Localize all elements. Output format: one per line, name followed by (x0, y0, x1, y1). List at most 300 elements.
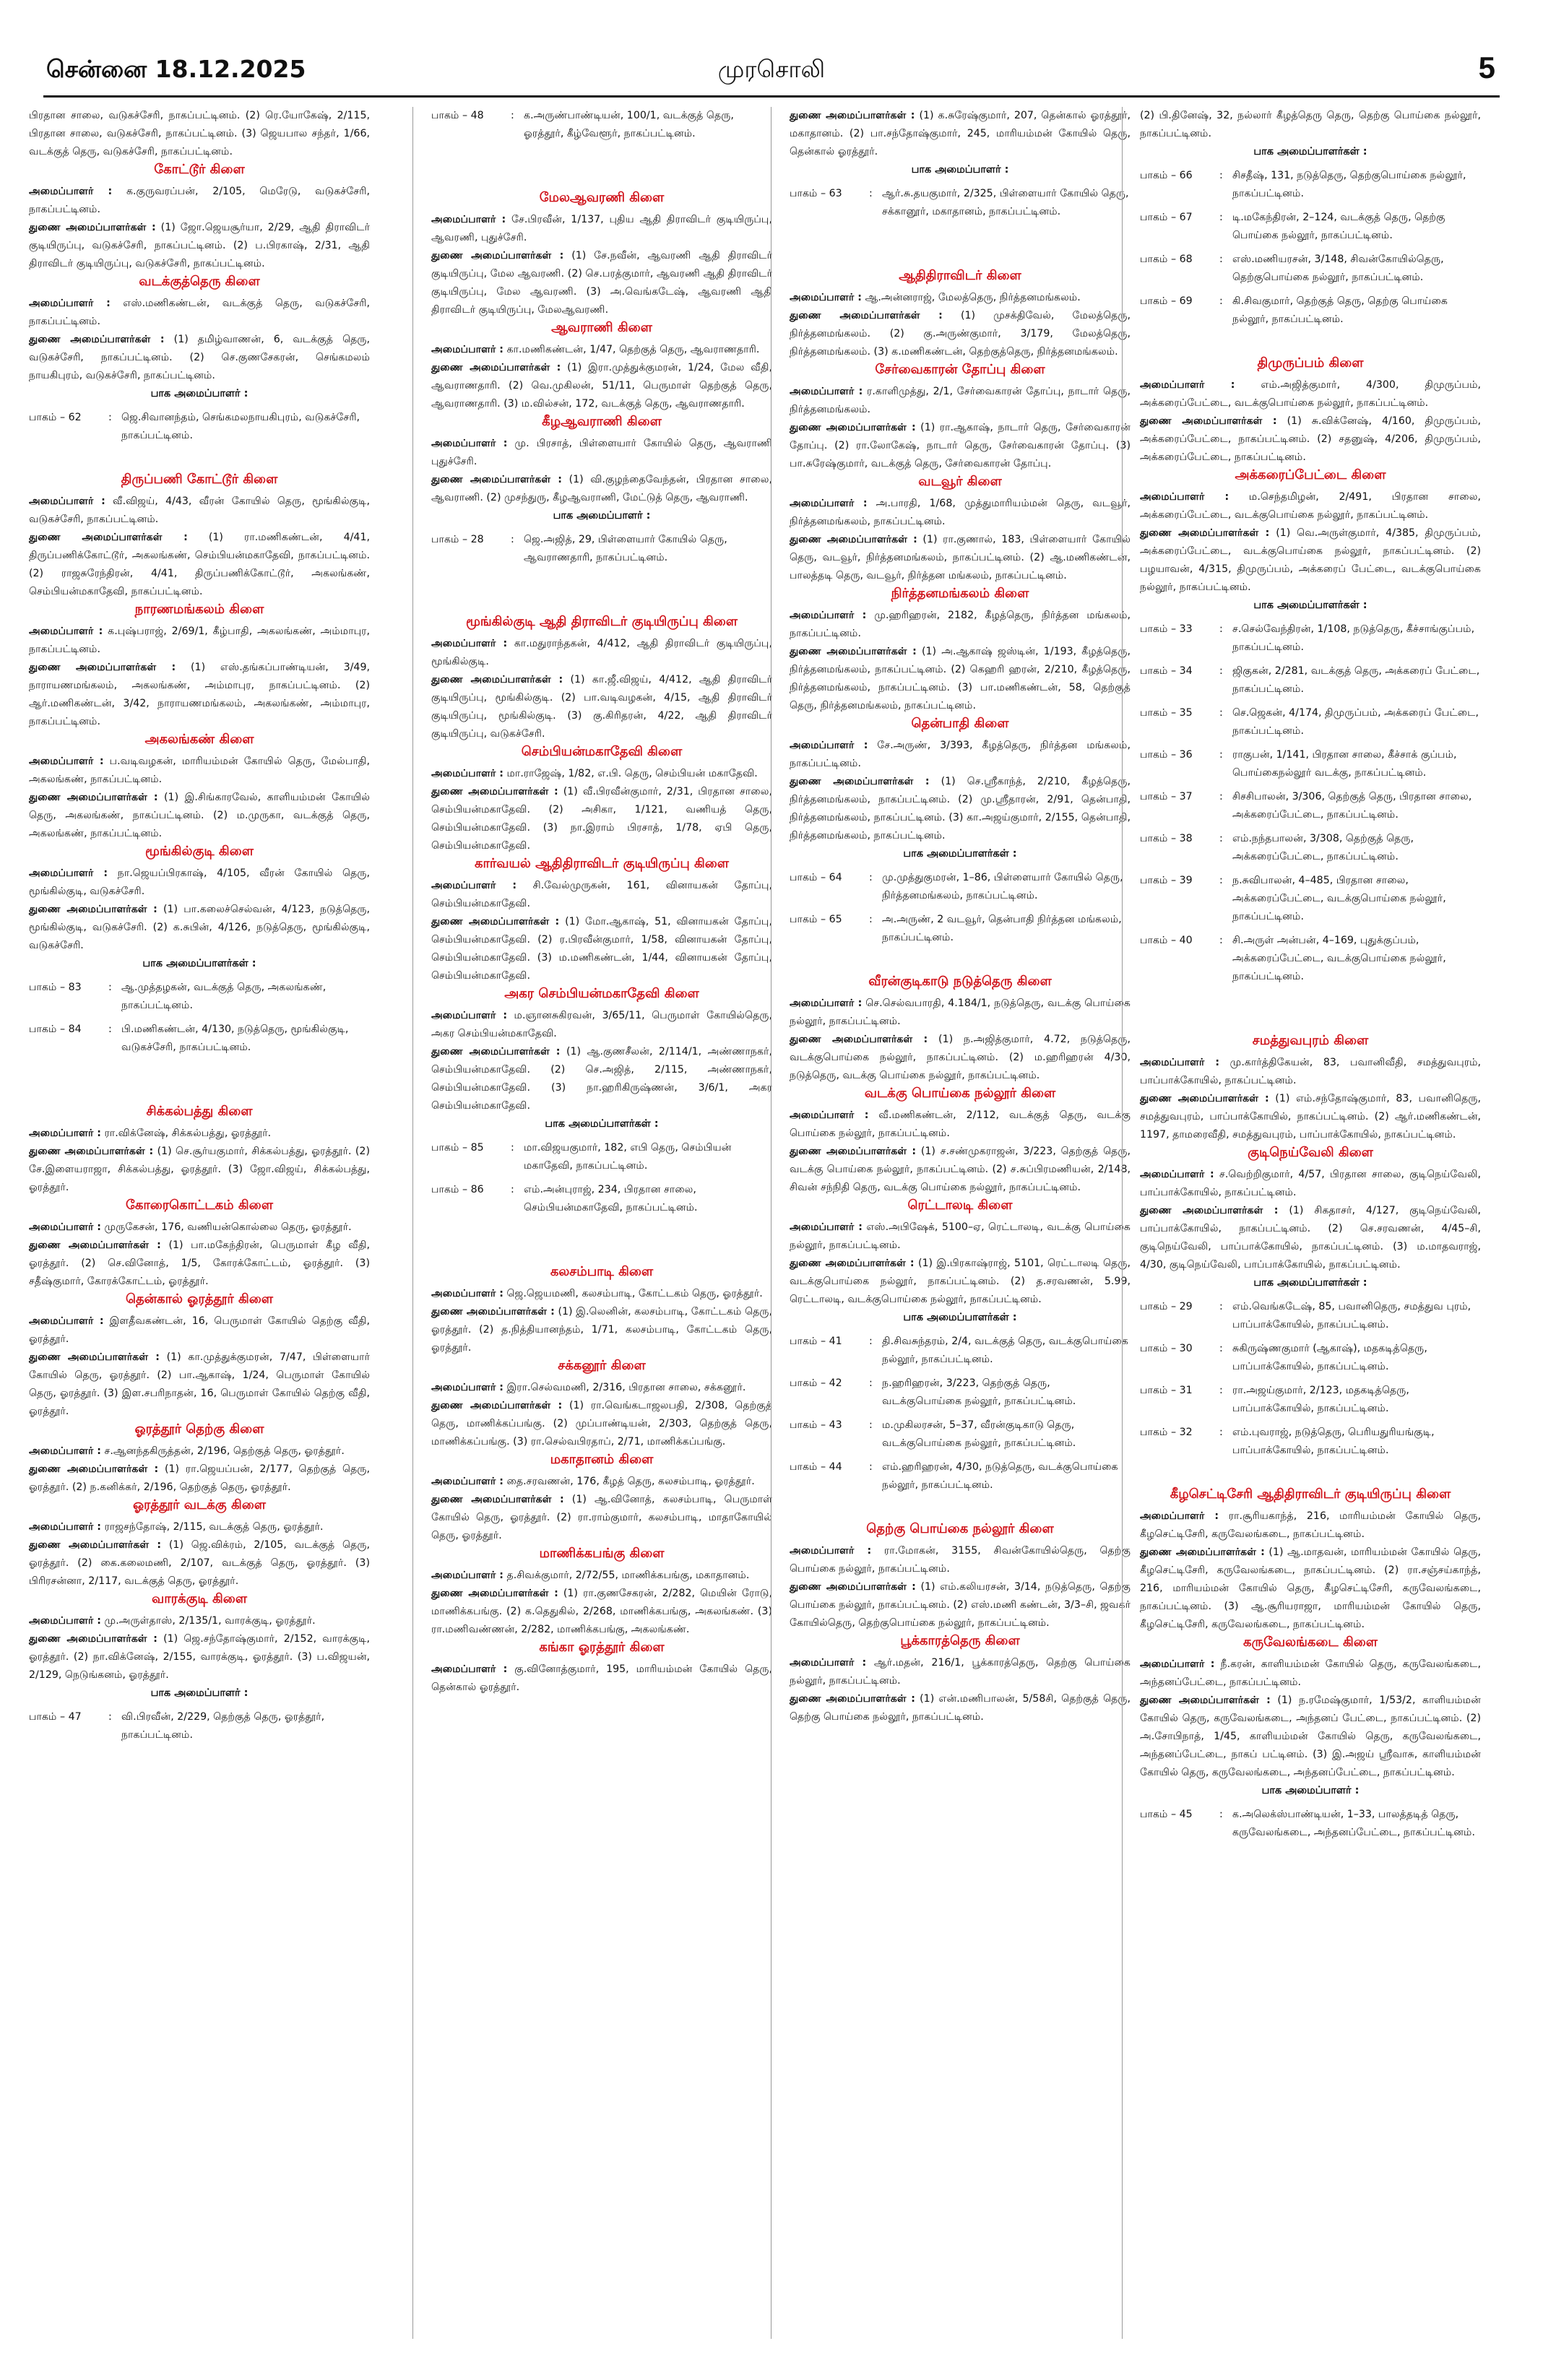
entry-paragraph (790, 1542, 1131, 1578)
entry-paragraph (29, 1442, 370, 1461)
entry-text: (1) செ.சூர்யகுமார், சிக்கல்பத்து, ஓரத்தூர். (2) சே.இளையராஜா, சிக்கல்பத்து, ஓரத்தூர். (3) ஜோ.விஜய், சிக்கல்பத்து, ஓரத்தூர். (29, 1146, 370, 1193)
entry-paragraph (431, 435, 772, 471)
branch-heading: வாரக்குடி கிளை (152, 1591, 247, 1606)
entry-label: அமைப்பாளர் : (1140, 379, 1235, 391)
part-row (29, 409, 370, 445)
part-row (431, 1181, 772, 1217)
spacer (431, 573, 772, 587)
entry-text: (1) பா.மகேந்திரன், பெருமாள் கீழ வீதி, ஓரத்தூர். (2) செ.வினோத், 1/5, கோரக்கோட்டம், ஓரத்தூர். (3) சதீஷ்குமார், கோரக்கோட்டம், ஓரத்தூர். (29, 1239, 371, 1287)
entry-paragraph (29, 1125, 370, 1143)
column-4 (1140, 107, 1481, 1848)
entry-paragraph (29, 331, 370, 385)
entry-label: அமைப்பாளர் : (790, 740, 868, 751)
branch-heading: அக்கரைப்பேட்டை கிளை (1235, 467, 1386, 483)
entry-label: அமைப்பாளர் : (29, 1315, 104, 1327)
branch-heading: வடக்கு பொய்கை நல்லூர் கிளை (864, 1086, 1056, 1101)
part-entry-text: ஆர்.சு.தயகுமார், 2/325, பிள்ளையார் கோயில் தெரு, சக்கானூர், மகாதானம், நாகப்பட்டினம். (882, 188, 1129, 217)
entry-paragraph (431, 913, 772, 985)
entry-label: அமைப்பாளர் : (29, 1221, 101, 1233)
entry-label: அமைப்பாளர் : (790, 1109, 869, 1121)
entry-paragraph (431, 1379, 772, 1397)
separator-colon: : (869, 1377, 873, 1389)
entry-text: (1) ஜெ.விக்ரம், 2/105, வடக்குத் தெரு, ஓரத்தூர். (2) கை.கலைமணி, 2/107, வடக்குத் தெரு, ஓரத்தூர். (3) பிரிரசன்னா, 2/117, வடக்குத் தெரு, ஓரத்தூர். (29, 1539, 371, 1587)
entry-paragraph (431, 783, 772, 855)
spacer (431, 1223, 772, 1237)
part-entry-text: சிசசிபாலன், 3/306, தெற்குத் தெரு, பிரதான சாலை, அக்கரைப்பேட்டை, நாகப்பட்டினம். (1232, 791, 1472, 821)
part-row (431, 1139, 772, 1175)
part-number: பாகம் – 62 (29, 412, 82, 423)
column-2 (431, 107, 772, 1697)
entry-text: ச.ஆனந்தகிருத்தன், 2/196, தெற்குத் தெரு, ஓரத்தூர். (104, 1445, 345, 1457)
branch-heading: அகர செம்பியன்மகாதேவி கிளை (504, 986, 699, 1001)
part-entry-text: தி.சிவசுந்தரம், 2/4, வடக்குத் தெரு, வடக்குபொய்கை நல்லூர், நாகப்பட்டினம். (882, 1336, 1128, 1365)
entry-text: (1) எம்.கலியரசன், 3/14, நடுத்தெரு, தெற்கு பொய்கை நல்லூர், நாகப்பட்டினம். (2) எஸ்.மணி கண்டன், 3/3–சி, ஜவகர் கோயில்தெரு, தெற்குபொய்கை நல்லூர், நாகப்பட்டினம். (790, 1581, 1131, 1629)
entry-text: மு.ஹரிஹரன், 2182, கீழத்தெரு, நிர்த்தன மங்கலம், நாகப்பட்டினம். (790, 610, 1131, 639)
part-row (790, 1375, 1131, 1411)
section-subheading: பாக அமைப்பாளர் : (150, 1687, 248, 1699)
entry-text: ஆ.அன்னராஜ், மேலத்தெரு, நிர்த்தனமங்கலம். (865, 292, 1081, 303)
separator-colon: : (1219, 295, 1223, 307)
entry-paragraph (1140, 1692, 1481, 1782)
entry-label: அமைப்பாளர் : (29, 1615, 101, 1627)
entry-text: ம.ஞானசுகிரவன், 3/65/11, பெருமாள் கோயில்தெரு, அகர செம்பியன்மகாதேவி. (431, 1010, 772, 1039)
entry-label: அமைப்பாளர் : (29, 186, 113, 197)
entry-label: துணை அமைப்பாளர்கள் : (790, 646, 917, 657)
part-entry-text: எஸ்.மணியரசன், 3/148, சிவன்கோயில்தெரு, தெற்குபொய்கை நல்லூர், நாகப்பட்டினம். (1232, 254, 1444, 283)
part-number: பாகம் – 36 (1140, 749, 1193, 761)
entry-label: அமைப்பாளர் : (790, 1657, 867, 1669)
entry-text: (1) என்.மணிபாலன், 5/58சி, தெற்குத் தெரு, தெற்கு பொய்கை நல்லூர், நாகப்பட்டினம். (790, 1693, 1131, 1723)
separator-colon: : (1219, 1343, 1223, 1354)
entry-paragraph (790, 773, 1131, 845)
entry-label: துணை அமைப்பாளர்கள் : (790, 422, 916, 433)
entry-text: நீ.கரன், காளியம்மன் கோயில் தெரு, கருவேலங்கடை, அந்தனப்பேட்டை, நாகப்பட்டினம். (1140, 1658, 1482, 1688)
entry-label: அமைப்பாளர் : (431, 638, 508, 649)
entry-label: அமைப்பாளர் : (1140, 1658, 1215, 1670)
part-number: பாகம் – 68 (1140, 254, 1193, 265)
entry-label: துணை அமைப்பாளர்கள் : (29, 532, 188, 543)
part-row (1140, 830, 1481, 866)
entry-label: துணை அமைப்பாளர்கள் : (790, 776, 930, 787)
entry-paragraph (1140, 1166, 1481, 1202)
entry-paragraph (431, 1661, 772, 1697)
entry-label: அமைப்பாளர் : (790, 998, 863, 1009)
part-number: பாகம் – 30 (1140, 1343, 1193, 1354)
entry-label: துணை அமைப்பாளர்கள் : (431, 674, 563, 685)
part-number: பாகம் – 48 (431, 110, 484, 121)
part-number: பாகம் – 28 (431, 534, 484, 545)
branch-heading: மூங்கில்குடி கிளை (145, 844, 254, 859)
entry-paragraph (1140, 488, 1481, 524)
entry-text: (1) ச.சண்முகராஜன், 3/223, தெற்குத் தெரு, வடக்கு பொய்கை நல்லூர், நாகப்பட்டினம். (2) ச.சுப்பிரமணியன், 2/148, சிவன் சந்நிதி தெரு, வடக்கு பொய்கை நல்லூர், நாகப்பட்டினம். (790, 1146, 1131, 1193)
entry-label: அமைப்பாளர் : (790, 498, 868, 509)
entry-label: அமைப்பாளர் : (431, 1288, 503, 1299)
spacer (790, 227, 1131, 241)
part-entry-text: கி.சிவகுமார், தெற்குத் தெரு, தெற்கு பொய்கை நல்லூர், நாகப்பட்டினம். (1232, 295, 1448, 325)
part-entry-text: எம்.வெங்கடேஷ், 85, பவானிதெரு, சமத்துவ புரம், பாப்பாக்கோயில், நாகப்பட்டினம். (1232, 1301, 1471, 1330)
entry-paragraph (431, 1007, 772, 1043)
entry-text: (1) ரா.குணசேகரன், 2/282, மெயின் ரோடு, மாணிக்கபங்கு. (2) க.தெதுகில், 2/268, மாணிக்கபங்கு, அகலங்கண். (3) ரா.மணிவண்ணன், 2/282, மாணிக்கபங்கு, அகலங்கண். (431, 1588, 772, 1635)
part-entry-text: ஜெ.அஜித், 29, பிள்ளையார் கோயில் தெரு, ஆவராணதாரி, நாகப்பட்டினம். (524, 534, 727, 563)
entry-label: அமைப்பாளர் : (431, 344, 503, 355)
column-3 (790, 107, 1131, 1726)
entry-text: கா.மணிகண்டன், 1/47, தெற்குத் தெரு, ஆவராணதாரி. (506, 344, 760, 355)
entry-paragraph (790, 643, 1131, 715)
entry-label: துணை அமைப்பாளர்கள் : (29, 1463, 159, 1475)
entry-label: துணை அமைப்பாளர்கள் : (431, 362, 561, 373)
entry-label: அமைப்பாளர் : (790, 610, 867, 621)
entry-label: துணை அமைப்பாளர்கள் : (431, 916, 560, 927)
entry-paragraph (431, 247, 772, 319)
entry-paragraph (790, 995, 1131, 1031)
entry-text: இளதீவகண்டன், 16, பெருமாள் கோயில் தெற்கு வீதி, ஓரத்தூர். (29, 1315, 370, 1345)
masthead (43, 51, 1500, 91)
branch-heading: பூக்காரத்தெரு கிளை (900, 1633, 1020, 1648)
entry-paragraph (29, 183, 370, 219)
separator-colon: : (1219, 707, 1223, 719)
entry-text: (1) வி.குழந்தைவேந்தன், பிரதான சாலை, ஆவராணி. (2) முசந்துரு, கீழஆவராணி, மேட்டுத் தெரு, ஆவராணி. (431, 474, 773, 503)
column-divider (1122, 107, 1123, 2339)
entry-paragraph (29, 1630, 370, 1684)
entry-paragraph (431, 1585, 772, 1639)
entry-label: துணை அமைப்பாளர்கள் : (431, 1588, 558, 1599)
branch-heading: அகலங்கண் கிளை (144, 732, 254, 747)
entry-label: அமைப்பாளர் : (29, 626, 103, 637)
part-entry-text: மா.விஜயகுமார், 182, எபி தெரு, செம்பியன் மகாதேவி, நாகப்பட்டினம். (524, 1142, 732, 1172)
entry-text: (1) ரா.வெங்கடாஜலபதி, 2/308, தெற்குத் தெரு, மாணிக்கப்பங்கு. (2) முப்பாண்டியன், 2/303, தெற்குத் தெரு, மாணிக்கப்பங்கு. (3) ரா.செல்வபிரதாப், 2/71, மாணிக்கப்பங்கு. (431, 1400, 772, 1448)
entry-paragraph (29, 1349, 370, 1421)
entry-paragraph (29, 529, 370, 601)
branch-heading: சேர்வைகாரன் தோப்பு கிளை (875, 362, 1045, 377)
entry-paragraph (29, 1312, 370, 1349)
entry-paragraph (790, 737, 1131, 773)
separator-colon: : (1219, 170, 1223, 181)
branch-heading: கீழஆவராணி கிளை (542, 414, 662, 429)
entry-paragraph (431, 671, 772, 743)
entry-paragraph (29, 1518, 370, 1536)
part-row (1140, 1298, 1481, 1334)
part-entry-text: ஆ.முத்தழகன், வடக்குத் தெரு, அகலங்கண், நாகப்பட்டினம். (121, 982, 327, 1011)
part-row (790, 1416, 1131, 1453)
entry-text: ரா.விக்னேஷ், சிக்கல்பத்து, ஓரத்தூர். (104, 1128, 272, 1139)
part-number: பாகம் – 33 (1140, 623, 1193, 635)
entry-text: தை.சரவணன், 176, கீழத் தெரு, கலசம்பாடி, ஓரத்தூர். (506, 1476, 755, 1487)
part-row (1140, 1382, 1481, 1418)
separator-colon: : (1219, 254, 1223, 265)
entry-label: துணை அமைப்பாளர்கள் : (1140, 1093, 1269, 1104)
part-row (431, 531, 772, 567)
separator-colon: : (511, 1142, 514, 1154)
spacer (790, 1500, 1131, 1515)
part-number: பாகம் – 44 (790, 1461, 842, 1473)
entry-label: அமைப்பாளர் : (431, 438, 508, 449)
entry-label: துணை அமைப்பாளர்கள் : (1140, 1546, 1265, 1558)
entry-label: துணை அமைப்பாளர்கள் : (790, 1258, 915, 1269)
part-entry-text: ஜிகுகன், 2/281, வடக்குத் தெரு, அக்கரைப் பேட்டை, நாகப்பட்டினம். (1232, 665, 1480, 695)
part-entry-text: ஜெ.சிவானந்தம், செங்கமலநாயகிபுரம், வடுகச்சேரி, நாகப்பட்டினம். (121, 412, 360, 441)
entry-paragraph (790, 383, 1131, 419)
part-number: பாகம் – 66 (1140, 170, 1193, 181)
entry-paragraph (431, 877, 772, 913)
separator-colon: : (1219, 212, 1223, 223)
entry-text: (1) சு.விக்னேஷ், 4/160, திமுருப்பம், அக்கரைப்பேட்டை, நாகப்பட்டினம். (2) சதனுஷ், 4/206, திமுருப்பம், அக்கரைப்பேட்டை, நாகப்பட்டினம். (1140, 415, 1481, 463)
branch-heading: கோட்டூர் கிளை (154, 162, 245, 177)
entry-label: துணை அமைப்பாளர்கள் : (29, 1146, 154, 1157)
entry-paragraph (790, 289, 1131, 307)
entry-text: (1) ரா.மணிகண்டன், 4/41, திருப்பணிக்கோட்டூர், அகலங்கண், செம்பியன்மகாதேவி, நாகப்பட்டினம். (2) ராஜசுரேந்திரன், 4/41, திருப்பணிக்கோட்டூர், அகலங்கண், செம்பியன்மகாதேவி, நாகப்பட்டினம். (29, 532, 370, 597)
entry-label: துணை அமைப்பாளர்கள் : (431, 786, 558, 797)
entry-label: துணை அமைப்பாளர்கள் : (29, 334, 165, 345)
entry-text: (1) எஸ்.தங்கப்பாண்டியன், 3/49, நாராயணமங்கலம், அகலங்கண், அம்மாபுர, நாகப்பட்டினம். (2) ஆர்.மணிகண்டன், 3/42, நாராயணமங்கலம், அகலங்கண், அம்மாபுர, நாகப்பட்டினம். (29, 662, 370, 727)
branch-heading: வடவூர் கிளை (918, 474, 1002, 489)
entry-label: துணை அமைப்பாளர்கள் : (790, 1034, 928, 1045)
part-number: பாகம் – 45 (1140, 1809, 1193, 1820)
part-row (1140, 788, 1481, 824)
newspaper-name: முரசொலி (717, 55, 826, 83)
separator-colon: : (1219, 833, 1223, 844)
entry-text: (1) எம்.சந்தோஷ்குமார், 83, பவானிதெரு, சமத்துவபுரம், பாப்பாக்கோயில், நாகப்பட்டினம். (2) ஆர்.மணிகண்டன், 1197, தாமரைவீதி, சமத்துவபுரம், பாப்பாக்கோயில், நாகப்பட்டினம். (1140, 1093, 1481, 1141)
part-row (1140, 872, 1481, 926)
entry-label: அமைப்பாளர் : (790, 1545, 872, 1557)
entry-paragraph (431, 1303, 772, 1357)
entry-label: அமைப்பாளர் : (29, 1445, 101, 1457)
part-row (790, 1458, 1131, 1494)
entry-text: (1) மோ.ஆகாஷ், 51, வினாயகன் தோப்பு, செம்பியன்மகாதேவி. (2) ர.பிரவீன்குமார், 1/58, வினாயகன் தோப்பு, செம்பியன்மகாதேவி. (3) ம.மணிகண்டன், 1/44, வினாயகன் தோப்பு, செம்பியன்மகாதேவி. (431, 916, 772, 982)
entry-text: (1) இ.சிங்காரவேல், காளியம்மன் கோயில் தெரு, அகலங்கண், நாகப்பட்டினம். (2) ம.முருகா, வடக்குத் தெரு, அகலங்கண், நாகப்பட்டினம். (29, 792, 370, 839)
entry-paragraph (1140, 1544, 1481, 1634)
separator-colon: : (869, 1336, 873, 1347)
entry-paragraph (431, 1491, 772, 1545)
entry-text: கா.மதுராந்தகன், 4/412, ஆதி திராவிடர் குடியிருப்பு, மூங்கில்குடி. (431, 638, 773, 667)
spacer (431, 169, 772, 183)
entry-label: துணை அமைப்பாளர்கள் : (1140, 527, 1270, 539)
entry-paragraph (431, 341, 772, 359)
entry-text: ராஜசந்தோஷ், 2/115, வடக்குத் தெரு, ஓரத்தூர். (104, 1521, 324, 1533)
spacer (431, 1243, 772, 1258)
entry-text: எஸ்.அபிஷேக், 5100–ஏ, ரெட்டாலடி, வடக்கு பொய்கை நல்லூர், நாகப்பட்டினம். (790, 1221, 1131, 1251)
entry-label: துணை அமைப்பாளர்கள் : (790, 310, 943, 321)
entry-text: ரா.மோகன், 3155, சிவன்கோயில்தெரு, தெற்கு பொய்கை நல்லூர், நாகப்பட்டினம். (790, 1545, 1131, 1575)
entry-text: (1) ஜெ.சந்தோஷ்குமார், 2/152, வாரக்குடி, ஓரத்தூர். (2) நா.விக்னேஷ், 2/155, வாரக்குடி, ஓரத்தூர். (3) ப.விஜயன், 2/129, நெடுங்கனம், ஓரத்தூர். (29, 1633, 371, 1681)
part-number: பாகம் – 86 (431, 1184, 484, 1195)
branch-heading: கீழசெட்டிசேரி ஆதிதிராவிடர் குடியிருப்பு கிளை (1170, 1487, 1451, 1502)
entry-label: அமைப்பாளர் : (29, 1521, 101, 1533)
branch-heading: குடிநெய்வேலி கிளை (1248, 1145, 1373, 1160)
entry-label: துணை அமைப்பாளர்கள் : (790, 1146, 917, 1157)
part-row (790, 911, 1131, 947)
branch-heading: மகாதானம் கிளை (550, 1452, 654, 1467)
part-entry-text: ந.ஹரிஹரன், 3/223, தெற்குத் தெரு, வடக்குபொய்கை நல்லூர், நாகப்பட்டினம். (882, 1377, 1076, 1407)
separator-colon: : (1219, 665, 1223, 677)
entry-text: ஜெ.ஜெயமணி, கலசம்பாடி, கோட்டகம் தெரு, ஓரத்தூர். (506, 1288, 763, 1299)
separator-colon: : (1219, 875, 1223, 886)
entry-label: துணை அமைப்பாளர்கள் : (790, 1693, 915, 1705)
entry-text: (1) ஜோ.ஜெயசூர்யா, 2/29, ஆதி திராவிடர் குடியிருப்பு, வடுகச்சேரி, நாகப்பட்டினம். (2) ப.பிரகாஷ், 2/31, ஆதி திராவிடர் குடியிருப்பு, வடுகச்சேரி, நாகப்பட்டினம். (29, 222, 371, 269)
entry-paragraph (790, 495, 1131, 531)
entry-text: நா.ஜெயப்பிரகாஷ், 4/105, வீரன் கோயில் தெரு, மூங்கில்குடி, வடுகச்சேரி. (29, 867, 371, 897)
entry-text: (1) ந.அஜித்குமார், 4.72, நடுத்தெரு, வடக்குபொய்கை நல்லூர், நாகப்பட்டினம். (2) ம.ஹரிஹரன் 4/30, நடுத்தெரு, வடக்கு பொய்கை நல்லூர், நாகப்பட்டினம். (790, 1034, 1131, 1081)
part-row (1140, 1806, 1481, 1842)
entry-paragraph (29, 493, 370, 529)
entry-label: அமைப்பாளர் : (431, 1476, 503, 1487)
entry-paragraph (1140, 412, 1481, 467)
branch-heading: வீரன்குடிகாடு நடுத்தெரு கிளை (868, 974, 1052, 989)
part-number: பாகம் – 47 (29, 1711, 82, 1723)
entry-paragraph (790, 1578, 1131, 1632)
entry-text: கு.வினோத்குமார், 195, மாரியம்மன் கோயில் தெரு, தென்கால் ஓரத்தூர். (431, 1663, 773, 1693)
entry-label: அமைப்பாளர் : (431, 880, 517, 891)
entry-paragraph (29, 1536, 370, 1591)
part-number: பாகம் – 37 (1140, 791, 1193, 802)
entry-paragraph (431, 1397, 772, 1451)
entry-text: எம்.அஜித்குமார், 4/300, திமுருப்பம், அக்கரைப்பேட்டை, வடக்குபொய்கை நல்லூர், நாகப்பட்டினம். (1140, 379, 1481, 409)
entry-label: அமைப்பாளர் : (1140, 491, 1229, 503)
branch-heading: திமுருப்பம் கிளை (1257, 355, 1364, 371)
entry-label: அமைப்பாளர் : (29, 867, 108, 879)
entry-paragraph (790, 1654, 1131, 1690)
spacer (431, 149, 772, 163)
entry-label: அமைப்பாளர் : (431, 1010, 507, 1021)
entry-paragraph (29, 865, 370, 901)
part-row (29, 1021, 370, 1057)
part-entry-text: ராகுபன், 1/141, பிரதான சாலை, கீச்சாக் குப்பம், பொய்கைநல்லூர் வடக்கு, நாகப்பட்டினம். (1232, 749, 1457, 779)
entry-paragraph (1140, 1054, 1481, 1090)
header-rule (43, 95, 1500, 98)
column-1 (29, 107, 370, 1750)
part-row (1140, 167, 1481, 203)
part-number: பாகம் – 42 (790, 1377, 842, 1389)
entry-paragraph (29, 753, 370, 789)
entry-text: பிரதான சாலை, வடுகச்சேரி, நாகப்பட்டினம். (2) ரெ.யோகேஷ், 2/115, பிரதான சாலை, வடுகச்சேரி, நாகப்பட்டினம். (3) ஜெயபால சந்தர், 1/66, வடக்குத் தெரு, வடுகச்சேரி, நாகப்பட்டினம். (29, 110, 370, 157)
entry-label: துணை அமைப்பாளர்கள் : (431, 1494, 564, 1505)
entry-paragraph (790, 107, 1131, 161)
separator-colon: : (511, 534, 514, 545)
entry-text: சே.அருண், 3/393, கீழத்தெரு, நிர்த்தன மங்கலம், நாகப்பட்டினம். (790, 740, 1131, 769)
entry-paragraph (29, 1143, 370, 1197)
separator-colon: : (869, 914, 873, 925)
entry-label: அமைப்பாளர் : (790, 1221, 863, 1233)
part-number: பாகம் – 63 (790, 188, 842, 199)
spacer (1140, 1466, 1481, 1480)
entry-label: அமைப்பாளர் : (431, 1663, 508, 1675)
separator-colon: : (1219, 1809, 1223, 1820)
entry-label: துணை அமைப்பாளர்கள் : (790, 110, 915, 121)
part-entry-text: ரா.அஜய்குமார், 2/123, மதகடித்தெரு, பாப்பாக்கோயில், நாகப்பட்டினம். (1232, 1385, 1409, 1414)
entry-paragraph (431, 1567, 772, 1585)
branch-heading: ஆவராணி கிளை (551, 320, 652, 335)
spacer (29, 451, 370, 465)
part-entry-text: க.அருண்பாண்டியன், 100/1, வடக்குத் தெரு, ஓரத்தூர், கீழ்வேளூர், நாகப்பட்டினம். (524, 110, 734, 139)
part-entry-text: சி.அருள் அன்பன், 4–169, புதுக்குப்பம், அக்கரைப்பேட்டை, வடக்குபொய்கை நல்லூர், நாகப்பட்டினம். (1232, 935, 1446, 982)
part-number: பாகம் – 40 (1140, 935, 1193, 946)
branch-heading: மூங்கில்குடி ஆதி திராவிடர் குடியிருப்பு கிளை (465, 614, 738, 629)
entry-label: துணை அமைப்பாளர்கள் : (29, 904, 157, 915)
entry-label: துணை அமைப்பாளர்கள் : (29, 1351, 160, 1363)
part-entry-text: மு.முத்துகுமரன், 1–86, பிள்ளையார் கோயில் தெரு, நிர்த்தனமங்கலம், நாகப்பட்டினம். (882, 872, 1123, 901)
part-number: பாகம் – 64 (790, 872, 842, 883)
part-entry-text: எம்.புவராஜ், நடுத்தெரு, பெரியதுரியங்குடி, பாப்பாக்கோயில், நாகப்பட்டினம். (1232, 1427, 1435, 1456)
entry-paragraph (1140, 524, 1481, 597)
part-row (29, 979, 370, 1015)
entry-paragraph (29, 295, 370, 331)
entry-paragraph (431, 1473, 772, 1491)
part-entry-text: சிசதீஷ், 131, நடுத்தெரு, தெற்குபொய்கை நல்லூர், நாகப்பட்டினம். (1232, 170, 1466, 199)
entry-label: அமைப்பாளர் : (1140, 1510, 1219, 1522)
entry-label: துணை அமைப்பாளர்கள் : (29, 662, 176, 673)
part-row (1140, 620, 1481, 657)
branch-heading: மேலஆவரணி கிளை (539, 190, 665, 205)
part-entry-text: எம்.அன்புராஜ், 234, பிரதான சாலை, செம்பியன்மகாதேவி, நாகப்பட்டினம். (524, 1184, 698, 1213)
entry-paragraph (29, 1237, 370, 1291)
entry-text: (1) வீ.பிரவீன்குமார், 2/31, பிரதான சாலை, செம்பியன்மகாதேவி. (2) அசிகா, 1/121, வணியத் தெரு, செம்பியன்மகாதேவி. (3) நா.இராம் பிரசாத், 1/78, ஏபி தெரு, செம்பியன்மகாதேவி. (431, 786, 773, 852)
entry-paragraph (431, 211, 772, 247)
entry-paragraph (29, 107, 370, 161)
entry-paragraph (29, 789, 370, 843)
separator-colon: : (1219, 935, 1223, 946)
section-subheading: பாக அமைப்பாளர்கள் : (903, 848, 1017, 860)
entry-label: துணை அமைப்பாளர்கள் : (29, 792, 158, 803)
entry-text: ர.காளிமுத்து, 2/1, சேர்வைகாரன் தோப்பு, நாடார் தெரு, நிர்த்தனமங்கலம். (790, 386, 1131, 415)
section-subheading: பாக அமைப்பாளர்கள் : (1253, 146, 1367, 157)
part-row (1140, 209, 1481, 245)
entry-text: (1) கா.ஜீ.விஜய், 4/412, ஆதி திராவிடர் குடியிருப்பு, மூங்கில்குடி. (2) பா.வடிவழகன், 4/15, ஆதி திராவிடர் குடியிருப்பு, மூங்கில்குடி. (3) கு.கிரிதரன், 4/22, ஆதி திராவிடர் குடியிருப்பு, வடுகச்சேரி. (431, 674, 773, 740)
part-row (790, 1333, 1131, 1369)
entry-paragraph (29, 1612, 370, 1630)
separator-colon: : (869, 872, 873, 883)
entry-text: (1) வெ.அருள்குமார், 4/385, திமுருப்பம், அக்கரைப்பேட்டை, வடக்குபொய்கை நல்லூர், நாகப்பட்டினம். (2) பழயாவன், 4/315, திமுருப்பம், அக்கரைப் பேட்டை, வடக்குபொய்கை நல்லூர், நாகப்பட்டினம். (1140, 527, 1482, 593)
entry-paragraph (29, 219, 370, 273)
branch-heading: வடக்குத்தெரு கிளை (139, 274, 260, 289)
part-number: பாகம் – 32 (1140, 1427, 1193, 1438)
branch-heading: செம்பியன்மகாதேவி கிளை (521, 744, 683, 759)
part-number: பாகம் – 85 (431, 1142, 484, 1154)
entry-text: க.குருவரப்பன், 2/105, மெரேடு, வடுகச்சேரி, நாகப்பட்டினம். (29, 186, 370, 215)
part-entry-text: ந.சுவிபாலன், 4–485, பிரதான சாலை, அக்கரைப்பேட்டை, வடக்குபொய்கை நல்லூர், நாகப்பட்டினம். (1232, 875, 1446, 922)
branch-heading: தென்கால் ஓரத்தூர் கிளை (125, 1291, 274, 1307)
entry-text: (1) கா.முத்துக்குமரன், 7/47, பிள்ளையார் கோயில் தெரு, ஓரத்தூர். (2) பா.ஆகாஷ், 1/24, பெருமாள் கோயில் தெரு, ஓரத்தூர். (3) இள.சபரிநாதன், 16, பெருமாள் கோயில் தெற்கு வீதி, ஓரத்தூர். (29, 1351, 370, 1417)
part-number: பாகம் – 35 (1140, 707, 1193, 719)
branch-heading: கங்கா ஓரத்தூர் கிளை (539, 1640, 665, 1655)
entry-text: ம.செந்தமிழன், 2/491, பிரதான சாலை, அக்கரைப்பேட்டை, வடக்குபொய்கை நல்லூர், நாகப்பட்டினம். (1140, 491, 1481, 521)
part-row (1140, 1424, 1481, 1460)
entry-text: ஆர்.மதன், 216/1, பூக்காரத்தெரு, தெற்கு பொய்கை நல்லூர், நாகப்பட்டினம். (790, 1657, 1131, 1687)
entry-text: (1) அ.ஆகாஷ் ஜஸ்டின், 1/193, கீழத்தெரு, நிர்த்தனமங்கலம், நாகப்பட்டினம். (2) கெஹரி ஹரன், 2/210, கீழத்தெரு, நிர்த்தனமங்கலம், நாகப்பட்டினம். (3) பா.மணிகண்டன், 58, தெற்குத் தெரு, நிர்த்தனமங்கலம், நாகப்பட்டினம். (790, 646, 1131, 711)
entry-text: (1) ரா.குணால், 183, பிள்ளையார் கோயில் தெரு, வடவூர், நிர்த்தனமங்கலம், நாகப்பட்டினம். (2) ஆ.மணிகண்டன், பாலத்தடி தெரு, வடவூர், நிர்த்தன மங்கலம், நாகப்பட்டினம். (790, 534, 1131, 581)
section-subheading: பாக அமைப்பாளர் : (1261, 1785, 1360, 1796)
spacer (431, 593, 772, 607)
branch-heading: நிர்த்தனமங்கலம் கிளை (891, 586, 1029, 601)
separator-colon: : (108, 982, 112, 993)
entry-paragraph (790, 1107, 1131, 1143)
entry-label: துணை அமைப்பாளர்கள் : (431, 474, 562, 485)
spacer (790, 247, 1131, 261)
separator-colon: : (1219, 791, 1223, 802)
entry-label: அமைப்பாளர் : (431, 768, 503, 779)
entry-text: ரா.சூரியகாந்த், 216, மாரியம்மன் கோயில் தெரு, கீழசெட்டிசேரி, கருவேலங்கடை, நாகப்பட்டினம். (1140, 1510, 1482, 1540)
entry-text: (1) ஆ.குணசீலன், 2/114/1, அண்ணாநகர், செம்பியன்மகாதேவி. (2) செ.அஜித், 2/115, அண்ணாநகர், செம்பியன்மகாதேவி. (3) நா.ஹரிகிருஷ்ணன், 3/6/1, அகர செம்பியன்மகாதேவி. (431, 1046, 772, 1112)
entry-label: அமைப்பாளர் : (1140, 1169, 1214, 1180)
spacer (1140, 1012, 1481, 1026)
column-divider (412, 107, 413, 2339)
branch-heading: கோரைகொட்டகம் கிளை (126, 1198, 273, 1213)
entry-label: துணை அமைப்பாளர்கள் : (790, 534, 917, 545)
branch-heading: கார்வயல் ஆதிதிராவிடர் குடியிருப்பு கிளை (474, 856, 730, 871)
entry-text: (1) ரா.ஆகாஷ், நாடார் தெரு, சேர்வைகாரன் தோப்பு. (2) ரா.லோகேஷ், நாடார் தெரு, சேர்வைகாரன் தோப்பு. (3) பா.சுரேஷ்குமார், வடக்குத் தெரு, சேர்வைகாரன் தோப்பு. (790, 422, 1131, 469)
entry-text: ச.வெற்றிகுமார், 4/57, பிரதான சாலை, குடிநெய்வேலி, பாப்பாக்கோயில், நாகப்பட்டினம். (1140, 1169, 1482, 1198)
entry-label: துணை அமைப்பாளர்கள் : (1140, 1205, 1279, 1216)
part-entry-text: ச.செல்வேந்திரன், 1/108, நடுத்தெரு, கீச்சாங்குப்பம், நாகப்பட்டினம். (1232, 623, 1475, 653)
section-subheading: பாக அமைப்பாளர்கள் : (142, 958, 256, 969)
